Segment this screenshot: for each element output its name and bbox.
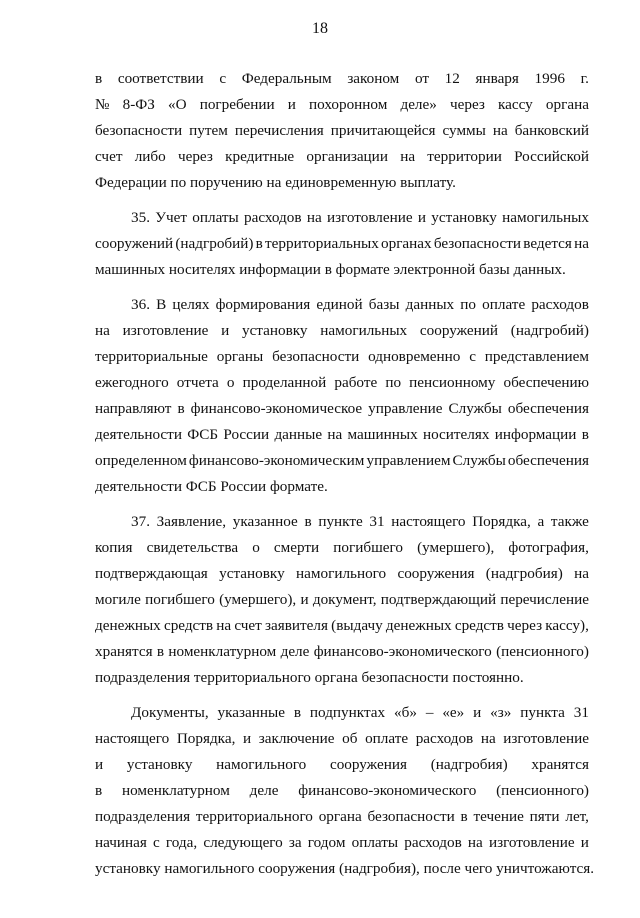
word: г. [580, 70, 589, 87]
document-body [95, 66, 595, 882]
word: одновременно [368, 348, 461, 365]
word: «б» [394, 704, 417, 721]
word: сооружений [419, 322, 499, 339]
word: и [300, 591, 309, 608]
text-line [95, 752, 589, 778]
word: подтверждающая [95, 565, 208, 582]
word: (умершего), [417, 539, 495, 556]
word: погребении [199, 96, 275, 113]
text-line [95, 665, 589, 691]
word: Учет [155, 209, 188, 226]
word: средств [163, 617, 214, 634]
word: свидетельства [146, 539, 239, 556]
word: средств [454, 617, 504, 634]
word: на [216, 617, 232, 634]
word: и [221, 322, 230, 339]
word: номенклатурном [168, 643, 277, 660]
word: намогильных [320, 322, 408, 339]
word: указанные [217, 704, 285, 721]
text-line [95, 318, 589, 344]
paragraph-gap [95, 500, 589, 509]
word: Заявление, [156, 513, 227, 530]
word: от [414, 70, 429, 87]
word: Федеральным [241, 70, 332, 87]
word: установку [126, 756, 193, 773]
text-line [95, 344, 589, 370]
word: на [400, 148, 416, 165]
word: 1996 [534, 70, 565, 87]
text-line [95, 370, 589, 396]
word: расходов [531, 296, 589, 313]
word: с [153, 834, 160, 851]
word: за [288, 834, 302, 851]
word: безопасности [367, 808, 455, 825]
text-line [95, 830, 589, 856]
word: целях [172, 296, 210, 313]
word: обеспечения [507, 400, 589, 417]
word: Порядка, [176, 730, 236, 747]
word: лет, [565, 808, 589, 825]
word: «з» [490, 704, 512, 721]
word: Российской [514, 148, 589, 165]
word: копия [95, 539, 133, 556]
word: России [223, 426, 270, 443]
word: Службы [452, 452, 506, 469]
word: пяти [529, 808, 560, 825]
word: деятельности [95, 426, 182, 443]
word: в [95, 70, 103, 87]
text-line [95, 205, 589, 231]
word: погибшего [333, 539, 403, 556]
word: хранятся [95, 643, 153, 660]
text-line [95, 118, 589, 144]
word: причитающейся [330, 122, 436, 139]
paragraph-gap [95, 283, 589, 292]
word: (надгробия) [485, 565, 563, 582]
text-line [95, 422, 589, 448]
word: (надгробий) [510, 322, 589, 339]
text-line [95, 92, 589, 118]
word: указанное [232, 513, 298, 530]
text-line [95, 257, 589, 283]
word: заявителя [265, 617, 328, 634]
word: на [306, 209, 322, 226]
word: изготовление [488, 834, 575, 851]
word: формирования [215, 296, 311, 313]
text-line [95, 587, 589, 613]
word: в [95, 782, 103, 799]
word: оплаты [351, 834, 399, 851]
word: смерти [273, 539, 320, 556]
word: представлением [484, 348, 589, 365]
word: намогильного [216, 756, 307, 773]
word: изготовление [122, 322, 209, 339]
word: единой [316, 296, 363, 313]
text-line [95, 561, 589, 587]
word: с [469, 348, 476, 365]
paragraph [95, 292, 589, 500]
word: «О [168, 96, 187, 113]
word: территории [427, 148, 502, 165]
word: безопасности [95, 122, 183, 139]
word: деле [249, 782, 279, 799]
word: настоящего [391, 513, 466, 530]
word: подтверждающий [380, 591, 497, 608]
text-line [95, 804, 589, 830]
word: направляют [95, 400, 172, 417]
word: № [95, 96, 110, 113]
text-line [95, 292, 589, 318]
word: на [95, 322, 110, 339]
word: оплаты [192, 209, 239, 226]
word: расходов [244, 209, 302, 226]
word: данные [274, 426, 323, 443]
word: территориального [195, 808, 313, 825]
word: об [342, 730, 358, 747]
page-number: 18 [312, 20, 328, 37]
word: безопасности [433, 235, 522, 252]
word: течение [473, 808, 524, 825]
word: настоящего [95, 730, 170, 747]
word: 31 [369, 513, 385, 530]
word: безопасности [272, 348, 360, 365]
word: установку намогильного сооружения (надгробия), после чего уничтожаются. [95, 860, 595, 877]
word: фотография, [508, 539, 589, 556]
word: деле» [400, 96, 437, 113]
word: подразделения [95, 808, 191, 825]
text-line [95, 170, 589, 196]
word: с [219, 70, 227, 87]
word: финансово-экономического [313, 643, 492, 660]
text-line [95, 509, 589, 535]
word: данных [405, 296, 455, 313]
word: о [252, 539, 260, 556]
word: (выдачу [331, 617, 383, 634]
word: в [581, 426, 589, 443]
word: счет [95, 148, 123, 165]
paragraph [95, 509, 589, 691]
text-line [95, 856, 595, 882]
word: по [385, 374, 402, 391]
word: территориальные [95, 348, 208, 365]
word: денежных [95, 617, 161, 634]
word: на [492, 122, 508, 139]
word: намогильных [502, 209, 589, 226]
word: (пенсионного) [496, 643, 589, 660]
word: намогильного [296, 565, 387, 582]
paragraph-gap [95, 196, 589, 205]
word: законом [347, 70, 400, 87]
word: могиле [95, 591, 141, 608]
word: а [537, 513, 545, 530]
word: «е» [442, 704, 465, 721]
word: в [156, 643, 165, 660]
word: и [473, 704, 482, 721]
word: и [417, 209, 427, 226]
word: счет [234, 617, 262, 634]
word: января [475, 70, 519, 87]
word: заключение [258, 730, 335, 747]
text-line [95, 231, 589, 257]
word: на [480, 730, 496, 747]
text-line [95, 726, 589, 752]
word: пенсионному [409, 374, 496, 391]
word: расходов [415, 730, 474, 747]
word: номенклатурном [121, 782, 230, 799]
word: в [293, 704, 302, 721]
word: начиная [95, 834, 147, 851]
word: в [460, 808, 468, 825]
word: в [177, 400, 185, 417]
word: расходов [404, 834, 462, 851]
word: органы [216, 348, 264, 365]
word: В [156, 296, 167, 313]
word: ФСБ [187, 426, 219, 443]
word: определенном [95, 452, 187, 469]
word: через [507, 617, 543, 634]
word: Документы, [131, 704, 209, 721]
word: и [242, 730, 252, 747]
word: пункта [520, 704, 565, 721]
word: кассу), [545, 617, 589, 634]
paragraph [95, 66, 589, 196]
text-line [95, 448, 589, 474]
word: сооружения [397, 565, 475, 582]
word: соответствии [117, 70, 204, 87]
word: (умершего), [219, 591, 297, 608]
word: погибшего [145, 591, 215, 608]
word: установку [219, 565, 285, 582]
word: 8-ФЗ [122, 96, 155, 113]
word: следующего [203, 834, 283, 851]
word: суммы [442, 122, 486, 139]
word: через [177, 148, 213, 165]
word: (надгробия) [430, 756, 508, 773]
word: похоронном [309, 96, 388, 113]
word: 31 [573, 704, 589, 721]
word: – [425, 704, 434, 721]
text-line [95, 778, 589, 804]
word: путем [189, 122, 228, 139]
word: управлением [366, 452, 451, 469]
word: оплате [365, 730, 409, 747]
word: обеспечению [503, 374, 589, 391]
word: 12 [444, 70, 460, 87]
text-line [95, 396, 589, 422]
word: органа [318, 808, 362, 825]
word: кредитные [225, 148, 295, 165]
word: финансово-экономическим [188, 452, 365, 469]
word: машинных [347, 426, 418, 443]
word: о [226, 374, 235, 391]
word: на [574, 565, 589, 582]
word: кассу [498, 96, 533, 113]
word: Службы [448, 400, 502, 417]
text-line [95, 613, 589, 639]
word: установку [241, 322, 308, 339]
word: ежегодного [95, 374, 169, 391]
text-line [95, 144, 589, 170]
word: деятельности ФСБ России формате. [95, 478, 328, 495]
word: в [255, 235, 263, 252]
word: годом [307, 834, 346, 851]
word: на [467, 834, 483, 851]
word: отчета [176, 374, 219, 391]
word: и [287, 96, 296, 113]
word: сооружений [95, 235, 174, 252]
word: пункте [318, 513, 363, 530]
word: банковский [514, 122, 589, 139]
word: на [327, 426, 343, 443]
word: ведется [523, 235, 572, 252]
text-line [95, 700, 589, 726]
word: (пенсионного) [496, 782, 589, 799]
paragraph-gap [95, 691, 589, 700]
text-line [95, 474, 589, 500]
word: территориальных [265, 235, 379, 252]
word: органах [381, 235, 432, 252]
word: 35. [131, 209, 150, 226]
word: управление [368, 400, 443, 417]
text-line [95, 639, 589, 665]
word: финансово-экономическое [190, 400, 363, 417]
word: перечисления [234, 122, 324, 139]
word: Порядка, [472, 513, 531, 530]
word: подпунктах [309, 704, 386, 721]
word: документ, [312, 591, 377, 608]
word: года, [165, 834, 198, 851]
word: и [95, 756, 104, 773]
word: 36. [131, 296, 150, 313]
word: в [304, 513, 312, 530]
word: на [574, 235, 589, 252]
paragraph [95, 205, 589, 283]
word: через [449, 96, 485, 113]
word: по [460, 296, 477, 313]
word: информации [494, 426, 577, 443]
word: изготовление [326, 209, 413, 226]
word: денежных [385, 617, 452, 634]
paragraph [95, 700, 595, 882]
word: базы [368, 296, 400, 313]
word: и [580, 834, 589, 851]
word: проделанной [242, 374, 327, 391]
word: изготовление [503, 730, 589, 747]
word: обеспечения [507, 452, 589, 469]
word: организации [306, 148, 388, 165]
word: 37. [131, 513, 150, 530]
word: (надгробий) [175, 235, 254, 252]
word: оплате [482, 296, 526, 313]
word: органа [545, 96, 589, 113]
word: хранятся [531, 756, 589, 773]
word: перечисление [500, 591, 589, 608]
word: также [550, 513, 589, 530]
text-line [95, 535, 589, 561]
word: машинных носителях информации в формате электронной базы данных. [95, 261, 566, 278]
word: сооружения [329, 756, 407, 773]
word: установку [431, 209, 497, 226]
word: Федерации по поручению на единовременную выплату. [95, 174, 456, 191]
text-line [95, 66, 589, 92]
word: либо [134, 148, 166, 165]
word: деле [280, 643, 310, 660]
word: подразделения территориального органа безопасности постоянно. [95, 669, 524, 686]
word: работе [334, 374, 378, 391]
word: носителях [422, 426, 490, 443]
word: финансово-экономического [298, 782, 477, 799]
